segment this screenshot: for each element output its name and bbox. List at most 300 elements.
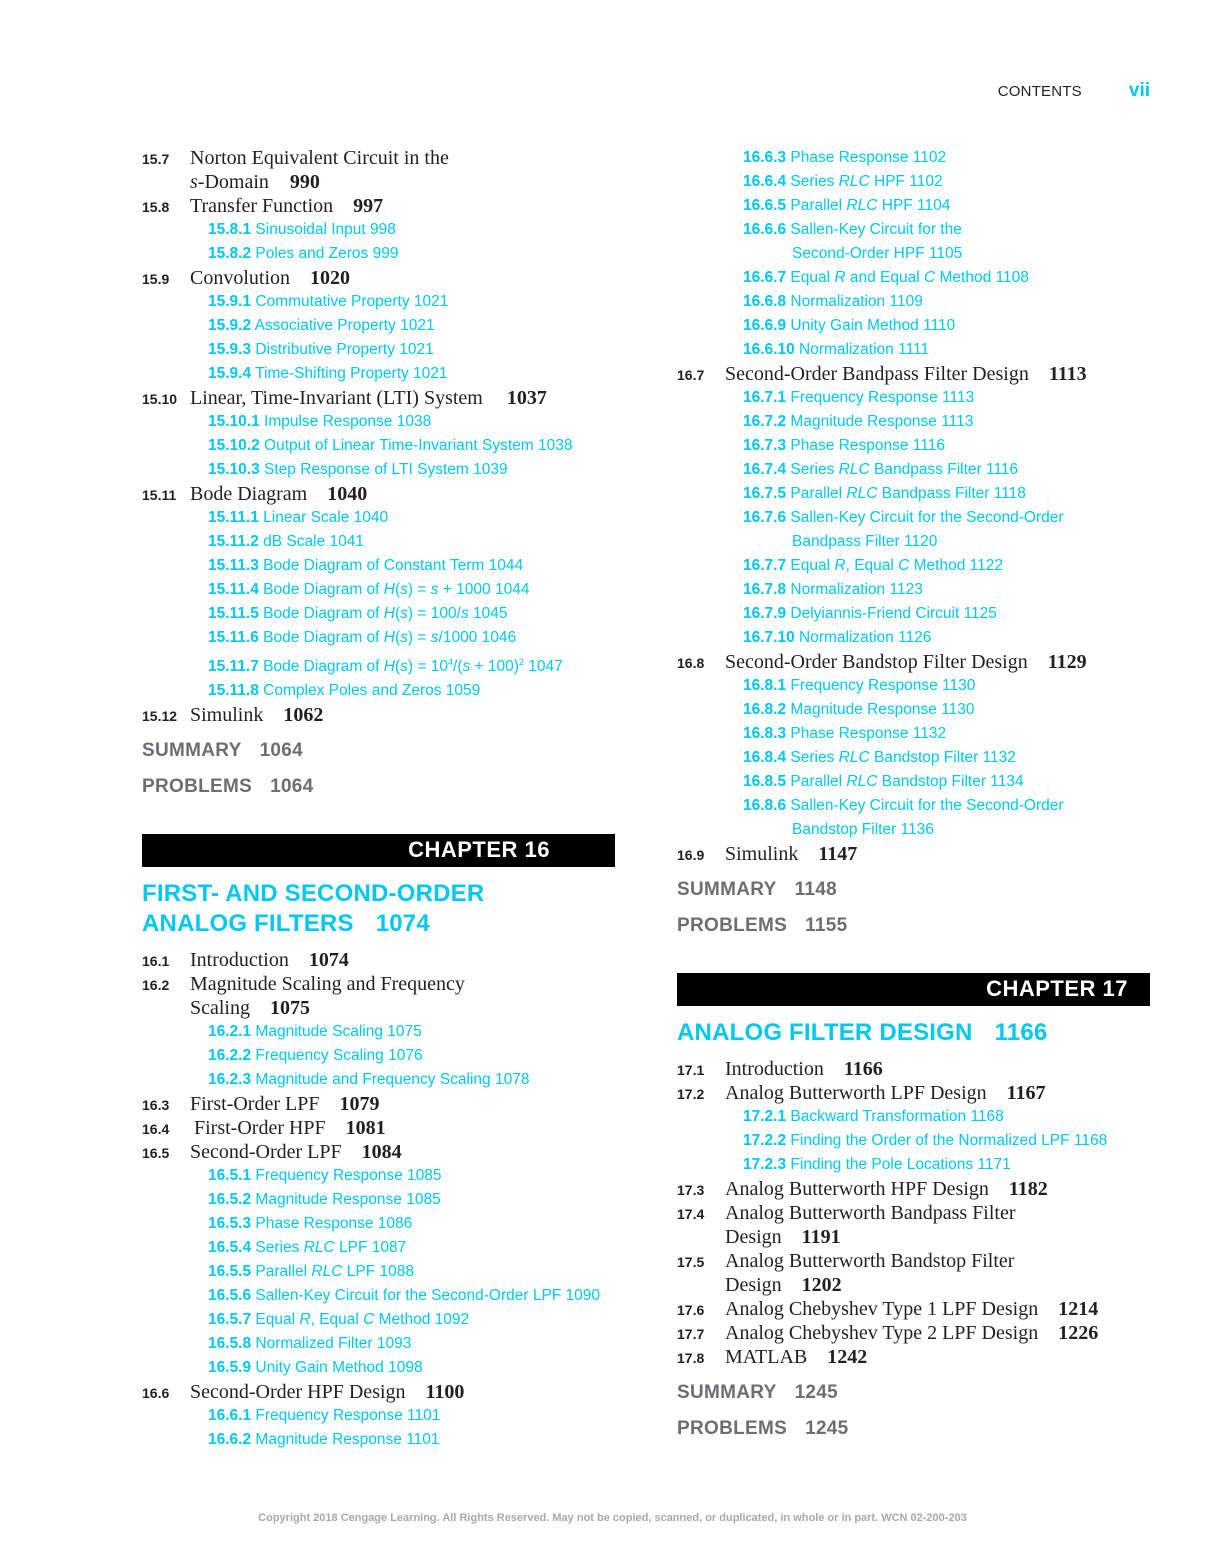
subsection-text: Phase Response 1086 [255, 1215, 413, 1233]
section-number: 16.5 [142, 1145, 170, 1162]
subsection-number: 16.7.4 [743, 461, 787, 478]
subsection-text: + 100) [470, 658, 519, 676]
toc-subsection-16-2-3[interactable] [142, 1068, 617, 1092]
subsection-number: 16.7.9 [743, 605, 787, 622]
subsection-text: ( [395, 581, 401, 598]
toc-subsection-15-9-4[interactable] [142, 362, 617, 386]
page-number: 1020 [310, 267, 351, 289]
page-number: 1166 [843, 1058, 883, 1080]
toc-subsection-15-10-1[interactable] [142, 410, 617, 434]
section-title: Second-Order HPF Design [190, 1381, 406, 1404]
subsection-number: 16.6.10 [743, 341, 795, 358]
page-number: 990 [289, 171, 320, 193]
subsection-number: 15.11.3 [208, 557, 259, 574]
subsection-text: Frequency Response 1101 [255, 1407, 441, 1425]
subsection-text: Normalization 1123 [790, 581, 923, 598]
italic-text: RLC [846, 773, 878, 790]
subsection-text: Method 1122 [909, 557, 1003, 574]
subsection-text: Equal [790, 269, 835, 286]
subsection-text: Magnitude Response 1130 [790, 701, 975, 718]
endmatter-label: SUMMARY [677, 879, 777, 900]
toc-section-16-3[interactable] [142, 1092, 617, 1116]
subsection-text: Series [790, 461, 839, 478]
italic-text: RLC [838, 173, 870, 190]
section-number: 17.5 [677, 1254, 705, 1270]
subsection-text: Magnitude Scaling 1075 [255, 1023, 422, 1041]
section-title: Norton Equivalent Circuit in the [190, 147, 449, 169]
section-number: 17.8 [677, 1350, 705, 1366]
math-italic: H [383, 629, 395, 646]
toc-subsection-16-6-4[interactable] [677, 170, 1152, 194]
toc-subsection-16-6-6[interactable] [677, 218, 1152, 242]
chapter-label: CHAPTER 16 [408, 837, 550, 863]
subsection-number: 17.2.2 [743, 1132, 787, 1149]
toc-subsection-15-9-1[interactable] [142, 290, 617, 314]
toc-subsection-16-7-8[interactable] [677, 578, 1152, 602]
toc-subsection-16-7-4[interactable] [677, 458, 1152, 482]
subsection-text: Delyiannis-Friend Circuit 1125 [790, 605, 997, 622]
subsection-number: 15.9.3 [208, 341, 252, 358]
toc-subsection-15-8-2[interactable] [142, 242, 617, 266]
subsection-number: 15.8.1 [208, 221, 252, 238]
section-title: Linear, Time-Invariant (LTI) System [190, 387, 483, 409]
page-number: 1129 [1047, 651, 1087, 673]
math-italic: s [460, 605, 469, 622]
section-number: 16.6 [142, 1385, 170, 1402]
subsection-number: 16.2.2 [208, 1047, 252, 1065]
subsection-number: 16.2.3 [208, 1071, 252, 1089]
toc-section-15-9[interactable] [142, 266, 617, 290]
toc-subsection-16-7-10[interactable] [677, 626, 1152, 650]
math-italic: s [430, 581, 439, 598]
toc-section-17-3[interactable] [677, 1177, 1152, 1201]
subsection-text: Sallen-Key Circuit for the [790, 221, 962, 238]
chapter-17-title[interactable] [677, 1018, 1152, 1048]
toc-subsection-16-5-3[interactable] [142, 1212, 617, 1236]
section-title: Second-Order LPF [190, 1141, 342, 1164]
toc-subsection-17-2-3[interactable] [677, 1153, 1152, 1177]
subsection-text: Normalization 1111 [799, 341, 930, 358]
section-number: 16.8 [677, 655, 705, 671]
subsection-number: 15.11.6 [208, 629, 259, 646]
toc-problems[interactable] [142, 775, 617, 799]
subsection-text: Equal [790, 557, 835, 574]
section-title: Bode Diagram [190, 483, 308, 505]
toc-subsection-15-9-2[interactable] [142, 314, 617, 338]
subsection-text: ( [395, 658, 401, 676]
toc-summary[interactable] [677, 1381, 1152, 1405]
toc-section-15-8[interactable] [142, 194, 617, 218]
subsection-number: 16.5.7 [208, 1311, 252, 1329]
subsection-text: Magnitude Response 1113 [790, 413, 974, 430]
toc-subsection-16-5-8[interactable] [142, 1332, 617, 1356]
subsection-number: 16.6.7 [743, 269, 787, 286]
toc-subsection-17-2-2[interactable] [677, 1129, 1152, 1153]
subsection-text: Unity Gain Method 1110 [790, 317, 956, 334]
section-title: Second-Order Bandpass Filter Design [725, 363, 1029, 385]
toc-subsection-15-8-1[interactable] [142, 218, 617, 242]
subsection-number: 15.10.1 [208, 413, 260, 430]
page-number: 1079 [339, 1093, 380, 1116]
page-number: 1155 [805, 915, 848, 936]
toc-subsection-15-11-1[interactable] [142, 506, 617, 530]
toc-problems[interactable] [677, 914, 1152, 938]
subsection-number: 16.6.8 [743, 293, 787, 310]
subsection-number: 15.11.2 [208, 533, 259, 550]
subsection-number: 16.5.4 [208, 1239, 252, 1257]
subsection-text: Frequency Response 1130 [790, 677, 976, 694]
toc-section-17-5[interactable] [677, 1249, 1152, 1297]
toc-subsection-16-8-2[interactable] [677, 698, 1152, 722]
toc-subsection-16-7-7[interactable] [677, 554, 1152, 578]
toc-subsection-16-5-9[interactable] [142, 1356, 617, 1380]
subsection-text: Output of Linear Time-Invariant System 1038 [264, 437, 573, 454]
subsection-text: Time-Shifting Property 1021 [255, 365, 448, 382]
subsection-text: Second-Order HPF 1105 [792, 245, 963, 262]
toc-section-17-6[interactable] [677, 1297, 1152, 1321]
subsection-text: Impulse Response 1038 [264, 413, 432, 430]
section-number: 17.4 [677, 1206, 705, 1222]
subsection-text: Bandpass Filter 1120 [792, 533, 938, 550]
subsection-text: /( [453, 658, 463, 676]
toc-subsection-16-2-2[interactable] [142, 1044, 617, 1068]
subsection-text: Sallen-Key Circuit for the Second-Order [790, 509, 1064, 526]
page-number: 1064 [259, 740, 304, 762]
italic-text: RLC [303, 1239, 335, 1257]
subsection-text: HPF 1102 [869, 173, 943, 190]
toc-section-17-8[interactable] [677, 1345, 1152, 1369]
toc-right-column [677, 146, 1152, 1441]
section-title: Analog Butterworth HPF Design [725, 1178, 989, 1200]
subsection-number: 15.9.4 [208, 365, 252, 382]
toc-section-17-1[interactable] [677, 1057, 1152, 1081]
subsection-text: Step Response of LTI System 1039 [264, 461, 508, 478]
subsection-text: 1045 [468, 605, 508, 622]
section-title: Simulink [190, 704, 264, 727]
subsection-number: 15.10.2 [208, 437, 260, 454]
italic-text: RLC [311, 1263, 343, 1281]
toc-section-16-2[interactable] [142, 972, 617, 1020]
subsection-text: ( [395, 605, 401, 622]
subsection-number: 16.8.3 [743, 725, 787, 742]
subsection-text: Associative Property 1021 [254, 317, 435, 334]
section-number: 16.3 [142, 1097, 170, 1114]
page-number: 1084 [361, 1141, 402, 1164]
subsection-text: Complex Poles and Zeros 1059 [263, 682, 481, 700]
subsection-text: Bode Diagram of [263, 629, 384, 646]
subsection-text: Bode Diagram of [263, 581, 384, 598]
section-title: Analog Butterworth Bandpass Filter [725, 1202, 1016, 1224]
subsection-text: = [413, 629, 431, 646]
subsection-text: Magnitude Response 1101 [255, 1431, 440, 1449]
section-number: 16.2 [142, 977, 170, 994]
section-title: Second-Order Bandstop Filter Design [725, 651, 1028, 673]
subsection-text: HPF 1104 [877, 197, 951, 214]
section-number: 17.2 [677, 1086, 705, 1102]
section-title: Analog Butterworth LPF Design [725, 1082, 987, 1104]
toc-subsection-16-7-1[interactable] [677, 386, 1152, 410]
subsection-number: 16.5.8 [208, 1335, 252, 1353]
page-number: 1062 [283, 704, 324, 727]
toc-subsection-16-8-4[interactable] [677, 746, 1152, 770]
toc-subsection-16-7-9[interactable] [677, 602, 1152, 626]
section-number: 16.9 [677, 847, 705, 863]
endmatter-label: PROBLEMS [677, 915, 788, 936]
italic-text: C [924, 269, 936, 286]
toc-subsection-15-11-8[interactable] [142, 679, 617, 703]
toc-subsection-16-6-2[interactable] [142, 1428, 617, 1452]
subsection-text: Poles and Zeros 999 [255, 245, 399, 262]
chapter-title-line: ANALOG FILTER DESIGN [677, 1019, 973, 1046]
toc-subsection-15-9-3[interactable] [142, 338, 617, 362]
subsection-number: 15.9.1 [208, 293, 252, 310]
toc-subsection-16-5-2[interactable] [142, 1188, 617, 1212]
toc-subsection-16-7-5[interactable] [677, 482, 1152, 506]
section-title: -Domain [197, 171, 269, 193]
subsection-text: Method 1108 [935, 269, 1029, 286]
page-number: 1242 [827, 1346, 868, 1368]
toc-subsection-16-2-1[interactable] [142, 1020, 617, 1044]
endmatter-label: PROBLEMS [142, 776, 253, 798]
subsection-text: Series [790, 749, 839, 766]
toc-subsection-16-7-3[interactable] [677, 434, 1152, 458]
page-number: 1167 [1006, 1082, 1046, 1104]
section-number: 16.1 [142, 953, 170, 970]
section-number: 16.4 [142, 1121, 170, 1138]
subsection-text: and Equal [845, 269, 925, 286]
subsection-text: Finding the Pole Locations 1171 [790, 1156, 1011, 1173]
subsection-text: Equal [255, 1311, 300, 1329]
toc-subsection-continuation[interactable] [677, 242, 1152, 266]
subsection-number: 16.6.4 [743, 173, 787, 190]
toc-summary[interactable] [142, 739, 617, 763]
italic-text: R [834, 269, 846, 286]
italic-text: RLC [838, 749, 870, 766]
toc-section-15-11[interactable] [142, 482, 617, 506]
subsection-text: Frequency Response 1085 [255, 1167, 442, 1185]
subsection-number: 16.6.1 [208, 1407, 252, 1425]
subsection-text: Normalized Filter 1093 [255, 1335, 412, 1353]
subsection-text: Bandstop Filter 1132 [869, 749, 1016, 766]
page-number: 1075 [270, 997, 310, 1020]
toc-section-15-10[interactable] [142, 386, 617, 410]
subsection-number: 16.7.2 [743, 413, 787, 430]
toc-subsection-16-6-1[interactable] [142, 1404, 617, 1428]
toc-section-15-12[interactable] [142, 703, 617, 727]
toc-subsection-16-7-2[interactable] [677, 410, 1152, 434]
toc-subsection-16-8-3[interactable] [677, 722, 1152, 746]
section-title: Introduction [725, 1058, 824, 1080]
toc-summary[interactable] [677, 878, 1152, 902]
subsection-text: LPF 1087 [334, 1239, 407, 1257]
toc-subsection-15-11-3[interactable] [142, 554, 617, 578]
toc-subsection-16-6-9[interactable] [677, 314, 1152, 338]
subsection-text: Normalization 1126 [799, 629, 932, 646]
subsection-number: 16.2.1 [208, 1023, 252, 1041]
page-number: 1148 [794, 879, 837, 900]
page-number: 1081 [345, 1117, 386, 1140]
subsection-text: Normalization 1109 [790, 293, 923, 310]
subsection-text: Commutative Property 1021 [255, 293, 449, 310]
subsection-text: ) [407, 658, 414, 676]
copyright-footer: Copyright 2018 Cengage Learning. All Rights Reserved. May not be copied, scanned, or duplicated, in whole or in part. WCN 02-200-203 [258, 1512, 967, 1524]
toc-subsection-17-2-1[interactable] [677, 1105, 1152, 1129]
chapter-16-title[interactable] [142, 879, 617, 939]
subsection-text: 1047 [523, 658, 563, 676]
subsection-text: Series [255, 1239, 304, 1257]
section-number: 16.7 [677, 367, 705, 383]
subsection-number: 15.9.2 [208, 317, 252, 334]
subsection-text: Bandstop Filter 1136 [792, 821, 934, 838]
toc-subsection-16-6-10[interactable] [677, 338, 1152, 362]
math-italic: H [383, 605, 395, 622]
page-number: 1214 [1058, 1298, 1099, 1320]
section-title: Analog Chebyshev Type 1 LPF Design [725, 1298, 1039, 1320]
toc-subsection-continuation[interactable] [677, 530, 1152, 554]
section-number: 15.12 [142, 708, 178, 725]
toc-subsection-16-8-5[interactable] [677, 770, 1152, 794]
subsection-text: ) [407, 629, 414, 646]
subsection-text: ) [407, 605, 414, 622]
chapter-label: CHAPTER 17 [986, 976, 1128, 1001]
subsection-number: 16.5.6 [208, 1287, 252, 1305]
subsection-text: Sinusoidal Input 998 [255, 221, 396, 238]
section-number: 17.1 [677, 1062, 705, 1078]
toc-subsection-16-6-5[interactable] [677, 194, 1152, 218]
section-title: Simulink [725, 843, 799, 865]
subsection-text: Frequency Scaling 1076 [255, 1047, 423, 1065]
toc-subsection-15-11-7[interactable] [142, 650, 617, 679]
subsection-number: 16.6.5 [743, 197, 787, 214]
toc-section-16-5[interactable] [142, 1140, 617, 1164]
section-number: 15.9 [142, 271, 170, 287]
chapter-16-bar [142, 834, 615, 867]
toc-section-16-8[interactable] [677, 650, 1152, 674]
subsection-number: 16.5.2 [208, 1191, 252, 1209]
subsection-text: , Equal [310, 1311, 364, 1329]
toc-subsection-15-10-2[interactable] [142, 434, 617, 458]
subsection-text: Bandpass Filter 1118 [877, 485, 1026, 502]
subsection-number: 16.6.9 [743, 317, 787, 334]
subsection-text: Parallel [790, 485, 847, 502]
subsection-number: 16.7.5 [743, 485, 787, 502]
toc-section-16-6[interactable] [142, 1380, 617, 1404]
toc-section-16-9[interactable] [677, 842, 1152, 866]
toc-section-17-4[interactable] [677, 1201, 1152, 1249]
toc-section-16-4[interactable] [142, 1116, 617, 1140]
toc-subsection-16-5-6[interactable] [142, 1284, 617, 1308]
toc-section-16-7[interactable] [677, 362, 1152, 386]
subsection-number: 16.8.4 [743, 749, 787, 766]
toc-subsection-16-7-6[interactable] [677, 506, 1152, 530]
subsection-text: Distributive Property 1021 [255, 341, 434, 358]
toc-section-17-2[interactable] [677, 1081, 1152, 1105]
section-title: Convolution [190, 267, 291, 289]
page-number: 1147 [818, 843, 858, 865]
toc-section-17-7[interactable] [677, 1321, 1152, 1345]
math-italic: H [383, 658, 395, 676]
section-title: Analog Butterworth Bandstop Filter [725, 1250, 1015, 1272]
italic-text: R [299, 1311, 311, 1329]
subsection-number: 16.5.9 [208, 1359, 252, 1377]
subsection-text: Bode Diagram of Constant Term 1044 [263, 557, 524, 574]
section-title: Scaling [190, 997, 250, 1020]
section-number: 15.8 [142, 199, 170, 215]
toc-section-16-1[interactable] [142, 948, 617, 972]
toc-subsection-16-8-1[interactable] [677, 674, 1152, 698]
chapter-17-bar [677, 973, 1150, 1006]
subsection-number: 16.6.3 [743, 149, 787, 166]
toc-subsection-15-10-3[interactable] [142, 458, 617, 482]
subsection-number: 15.11.5 [208, 605, 259, 622]
toc-subsection-16-5-4[interactable] [142, 1236, 617, 1260]
subsection-number: 15.8.2 [208, 245, 252, 262]
page-number: 1100 [425, 1381, 465, 1404]
subsection-number: 15.10.3 [208, 461, 260, 478]
subsection-number: 15.11.8 [208, 682, 259, 700]
subsection-number: 16.8.2 [743, 701, 787, 718]
toc-subsection-15-11-6[interactable] [142, 626, 617, 650]
chapter-title-line: FIRST- AND SECOND-ORDER [142, 880, 485, 908]
math-italic: s [400, 629, 408, 646]
section-number: 17.7 [677, 1326, 705, 1342]
page-number: 1037 [506, 387, 547, 409]
toc-subsection-15-11-4[interactable] [142, 578, 617, 602]
page-number: 1202 [801, 1274, 842, 1296]
page-number: 1113 [1048, 363, 1087, 385]
toc-subsection-continuation[interactable] [677, 818, 1152, 842]
section-title: Design [725, 1226, 782, 1248]
subsection-text: , Equal [845, 557, 899, 574]
subsection-text: Magnitude and Frequency Scaling 1078 [255, 1071, 530, 1089]
subsection-text: /1000 1046 [438, 629, 517, 646]
toc-subsection-16-6-7[interactable] [677, 266, 1152, 290]
toc-subsection-15-11-5[interactable] [142, 602, 617, 626]
subsection-number: 16.5.1 [208, 1167, 252, 1185]
subsection-number: 15.11.4 [208, 581, 259, 598]
subsection-text: Parallel [790, 773, 847, 790]
subsection-number: 17.2.1 [743, 1108, 787, 1125]
toc-subsection-16-6-8[interactable] [677, 290, 1152, 314]
subsection-text: Bandpass Filter 1116 [869, 461, 1019, 478]
section-title: First-Order LPF [190, 1093, 320, 1116]
toc-subsection-15-11-2[interactable] [142, 530, 617, 554]
page-number: 1245 [794, 1382, 839, 1403]
toc-subsection-16-5-7[interactable] [142, 1308, 617, 1332]
subsection-number: 16.5.5 [208, 1263, 252, 1281]
subsection-text: Finding the Order of the Normalized LPF 1168 [790, 1132, 1108, 1149]
subsection-text: ) [407, 581, 414, 598]
page-number: 1074 [308, 949, 349, 972]
toc-subsection-16-5-1[interactable] [142, 1164, 617, 1188]
subsection-text: = 100/ [413, 605, 461, 622]
endmatter-label: SUMMARY [677, 1382, 777, 1403]
toc-subsection-16-8-6[interactable] [677, 794, 1152, 818]
toc-subsection-16-6-3[interactable] [677, 146, 1152, 170]
subsection-text: Sallen-Key Circuit for the Second-Order LPF 1090 [255, 1287, 601, 1305]
toc-problems[interactable] [677, 1417, 1152, 1441]
endmatter-label: PROBLEMS [677, 1418, 788, 1439]
section-title: MATLAB [725, 1346, 808, 1368]
page-number: 1182 [1008, 1178, 1048, 1200]
toc-subsection-16-5-5[interactable] [142, 1260, 617, 1284]
subsection-number: 15.11.7 [208, 658, 259, 676]
subsection-text: dB Scale 1041 [263, 533, 364, 550]
subsection-number: 16.6.2 [208, 1431, 252, 1449]
subsection-text: Phase Response 1116 [790, 437, 945, 454]
subsection-text: Series [790, 173, 839, 190]
toc-section-15-7[interactable] [142, 146, 617, 194]
